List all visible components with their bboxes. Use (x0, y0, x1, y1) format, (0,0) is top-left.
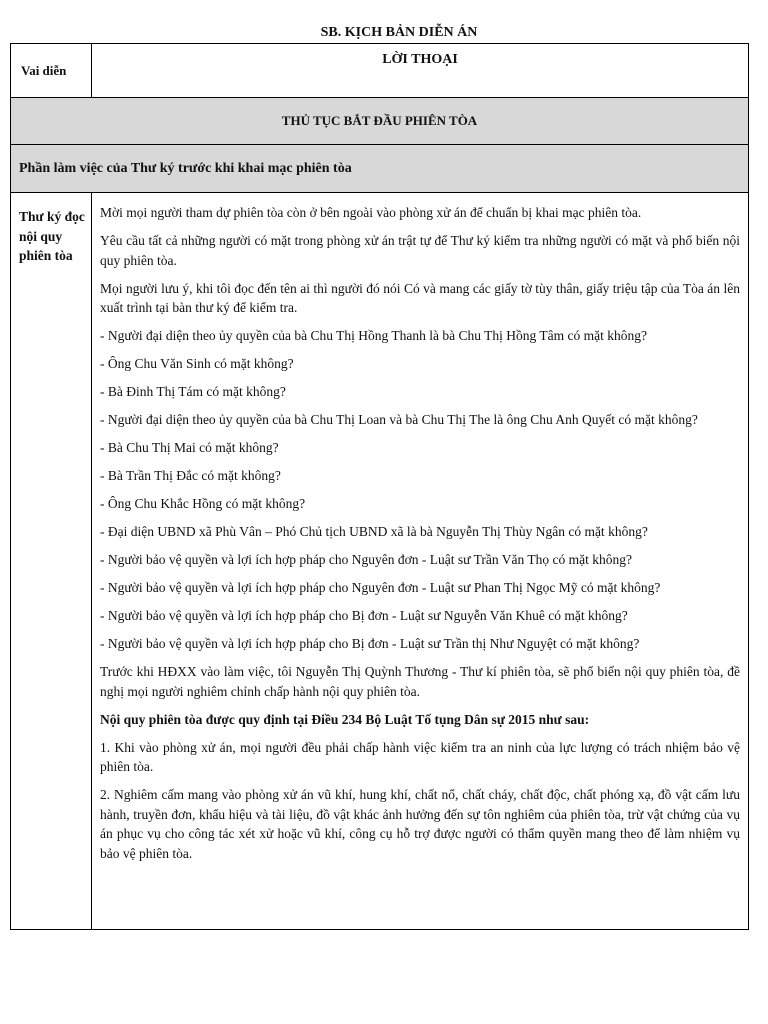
dialogue-line: - Bà Đinh Thị Tám có mặt không? (100, 384, 286, 399)
dialogue-line: - Ông Chu Khắc Hồng có mặt không? (100, 496, 306, 511)
dialogue-line: Yêu cầu tất cả những người có mặt trong phòng xử án trật tự để Thư ký kiểm tra những người có mặt và phổ biến nội quy phiên tòa. (100, 233, 740, 268)
role-column-header: Vai diễn (11, 44, 92, 98)
dialogue-line: - Người bảo vệ quyền và lợi ích hợp pháp cho Bị đơn - Luật sư Trần thị Như Nguyệt có mặt không? (100, 636, 640, 651)
dialogue-line: - Người bảo vệ quyền và lợi ích hợp pháp cho Nguyên đơn - Luật sư Trần Văn Thọ có mặt không? (100, 552, 632, 567)
dialogue-line: - Bà Trần Thị Đắc có mặt không? (100, 468, 281, 483)
dialogue-line: - Người bảo vệ quyền và lợi ích hợp pháp cho Bị đơn - Luật sư Nguyễn Văn Khuê có mặt không? (100, 608, 628, 623)
dialogue-line: - Người bảo vệ quyền và lợi ích hợp pháp cho Nguyên đơn - Luật sư Phan Thị Ngọc Mỹ có mặt không? (100, 580, 661, 595)
dialogue-line: Mọi người lưu ý, khi tôi đọc đến tên ai thì người đó nói Có và mang các giấy tờ tùy thân, giấy triệu tập của Tòa án lên xuất trình tại bàn thư ký để kiểm tra. (100, 280, 740, 315)
dialogue-line: Mời mọi người tham dự phiên tòa còn ở bên ngoài vào phòng xử án để chuẩn bị khai mạc phiên tòa. (100, 205, 642, 220)
dialogue-line: Trước khi HĐXX vào làm việc, tôi Nguyễn Thị Quỳnh Thương - Thư kí phiên tòa, sẽ phổ biến nội quy phiên tòa, đề nghị mọi người nghiêm chỉnh chấp hành nội quy phiên tòa. (100, 664, 740, 699)
document-title: SB. KỊCH BẢN DIỄN ÁN (320, 25, 478, 40)
script-table (10, 43, 749, 930)
dialogue-line: - Ông Chu Văn Sinh có mặt không? (100, 356, 294, 371)
subsection-title: Phần làm việc của Thư ký trước khi khai mạc phiên tòa (11, 145, 749, 193)
section-title: THỦ TỤC BẮT ĐẦU PHIÊN TÒA (11, 98, 749, 145)
dialogue-line: - Người đại diện theo ủy quyền của bà Chu Thị Loan và bà Chu Thị The là ông Chu Anh Quyết có mặt không? (100, 412, 698, 427)
role-cell: Thư ký đọc nội quy phiên tòa (11, 193, 92, 930)
dialogue-line: - Đại diện UBND xã Phù Vân – Phó Chủ tịch UBND xã là bà Nguyễn Thị Thùy Ngân có mặt không? (100, 524, 648, 539)
section-row (11, 98, 749, 145)
dialogue-line: - Người đại diện theo ủy quyền của bà Chu Thị Hồng Thanh là bà Chu Thị Hồng Tâm có mặt không? (100, 328, 647, 343)
table-row (11, 193, 749, 930)
dialogue-column-header: LỜI THOẠI (92, 44, 749, 98)
subsection-row (11, 145, 749, 193)
table-header-row (11, 44, 749, 98)
rules-heading: Nội quy phiên tòa được quy định tại Điều 234 Bộ Luật Tố tụng Dân sự 2015 như sau: (100, 711, 590, 727)
dialogue-cell (92, 193, 749, 930)
dialogue-line: - Bà Chu Thị Mai có mặt không? (100, 440, 279, 455)
rule-item: 2. Nghiêm cấm mang vào phòng xử án vũ khí, hung khí, chất nổ, chất cháy, chất độc, chất phóng xạ, đồ vật cấm lưu hành, truyền đơn, khẩu hiệu và tài liệu, đồ vật khác ảnh hưởng đến sự tôn nghiêm của phiên tòa, trừ vật chứng của vụ án phục vụ cho công tác xét xử hoặc vũ khí, công cụ hỗ trợ được người có thẩm quyền mang theo để làm nhiệm vụ bảo vệ phiên tòa. (100, 787, 740, 861)
rule-item: 1. Khi vào phòng xử án, mọi người đều phải chấp hành việc kiểm tra an ninh của lực lượng có trách nhiệm bảo vệ phiên tòa. (100, 739, 740, 774)
